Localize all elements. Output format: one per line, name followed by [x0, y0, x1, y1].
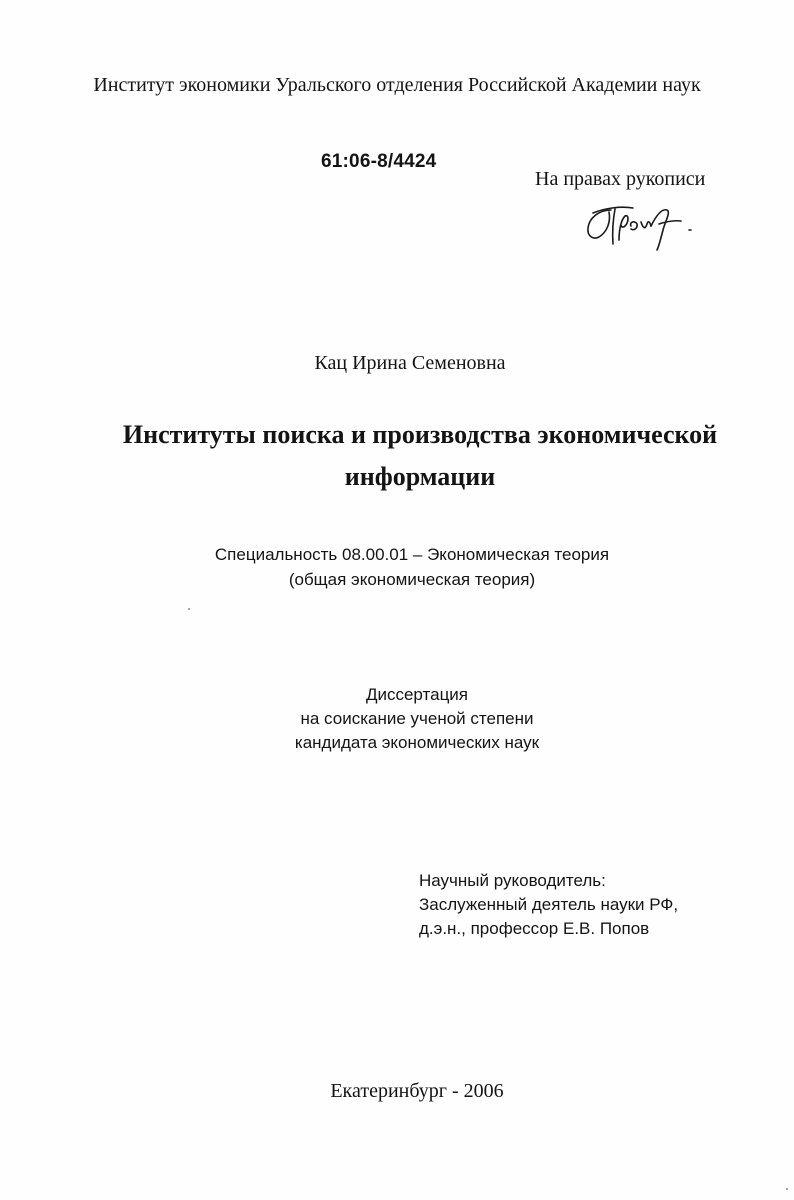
degree-purpose: на соискание ученой степени	[300, 709, 534, 728]
scan-speck	[786, 1188, 788, 1190]
degree-name: кандидата экономических наук	[294, 733, 540, 752]
author-name: Кац Ирина Семеновна	[314, 352, 506, 374]
specialty-line: Специальность 08.00.01 – Экономическая теория	[214, 545, 610, 564]
supervisor-honor: Заслуженный деятель науки РФ,	[419, 895, 679, 914]
specialty-subtitle: (общая экономическая теория)	[288, 570, 536, 589]
scan-speck	[188, 608, 190, 610]
dissertation-title-line-1: Институты поиска и производства экономической	[122, 420, 718, 449]
work-type: Диссертация	[365, 685, 469, 704]
institution-name: Институт экономики Уральского отделения Российской Академии наук	[93, 74, 701, 96]
supervisor-heading: Научный руководитель:	[419, 871, 606, 890]
supervisor-name: д.э.н., профессор Е.В. Попов	[419, 919, 650, 938]
place-and-year: Екатеринбург - 2006	[330, 1080, 504, 1102]
handwritten-signature	[585, 200, 705, 252]
dissertation-title-line-2: информации	[344, 462, 496, 491]
catalog-code: 61:06-8/4424	[321, 151, 437, 172]
rights-notice: На правах рукописи	[535, 168, 706, 190]
